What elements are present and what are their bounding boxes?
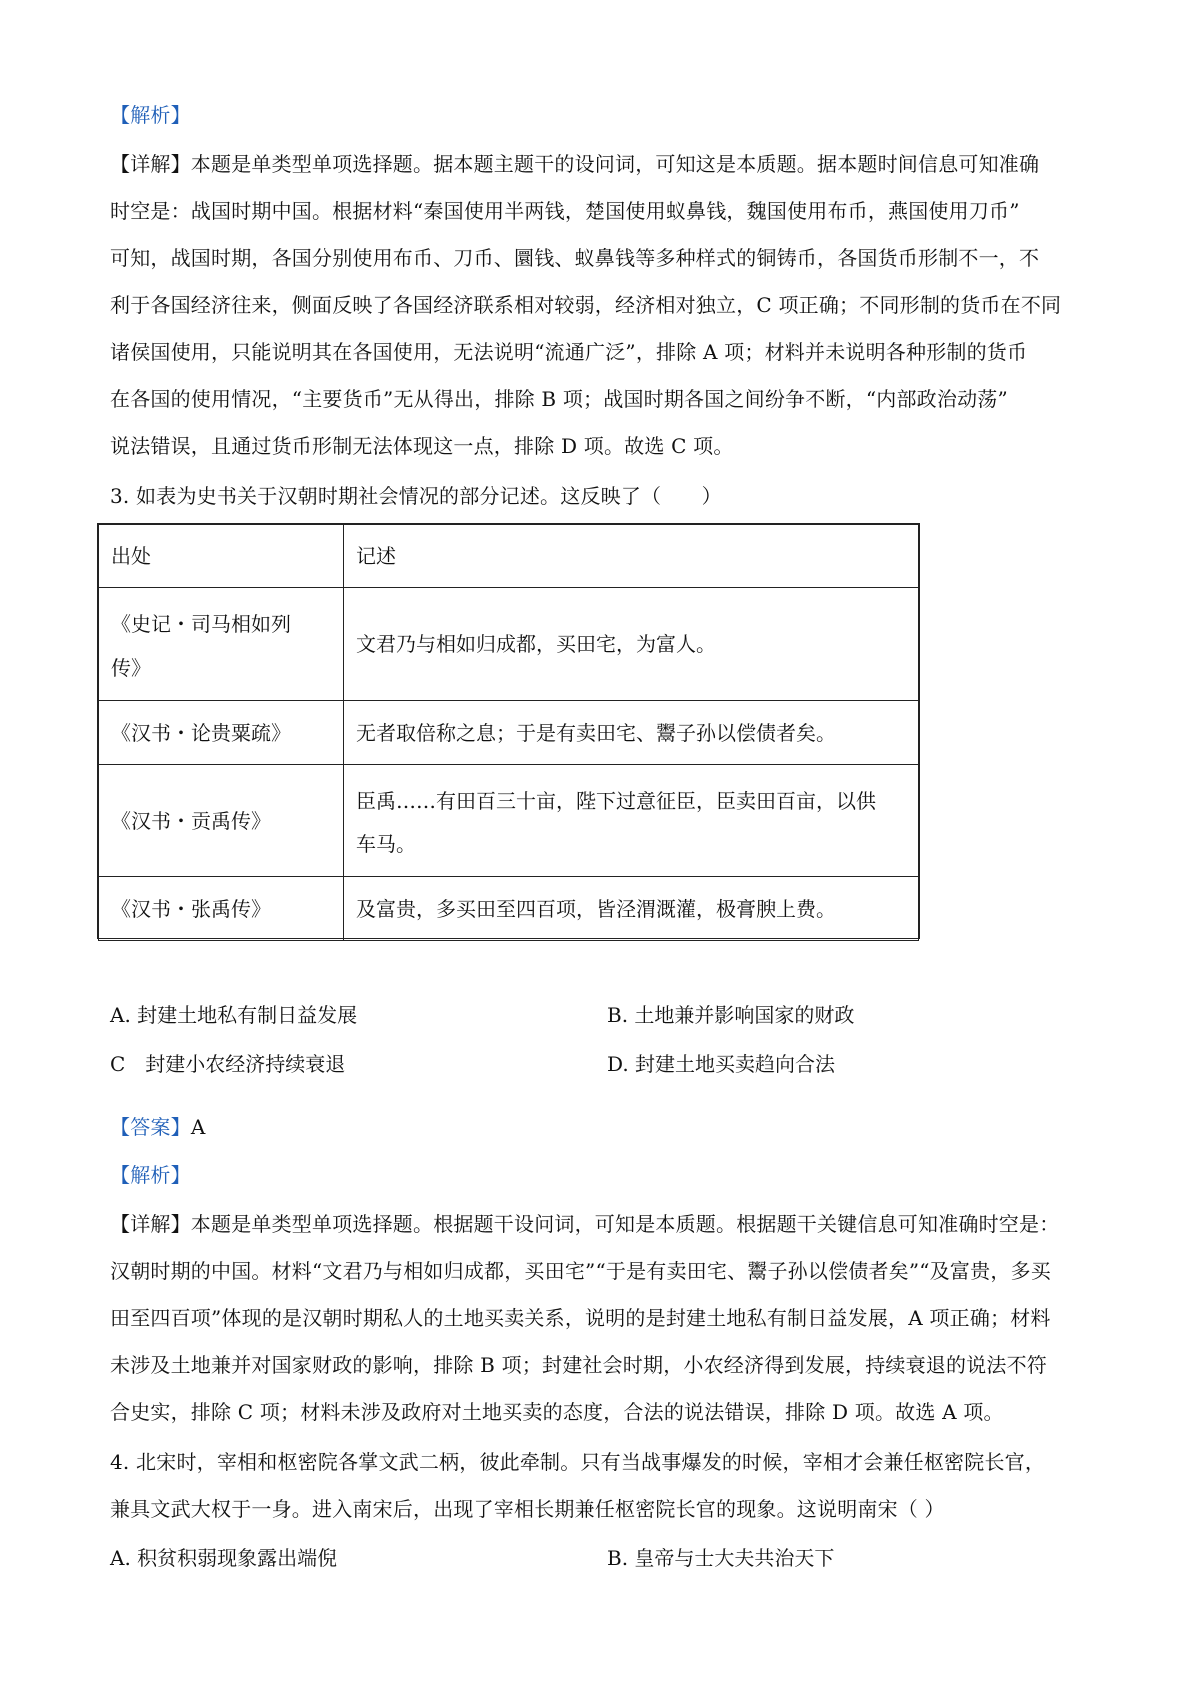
detail-line: 诸侯国使用，只能说明其在各国使用，无法说明“流通广泛”，排除 A 项；材料并未说明各种形制的货币 xyxy=(110,340,1028,364)
table-cell-source xyxy=(99,701,344,765)
cell-line: 《史记・司马相如列 xyxy=(111,612,291,636)
analysis-label: 【解析】 xyxy=(110,103,191,127)
table-header-record: 记述 xyxy=(344,525,919,588)
cell-line: 《汉书・论贵粟疏》 xyxy=(111,720,291,745)
question-4-stem xyxy=(110,1450,1100,1544)
source-table xyxy=(97,523,920,939)
option-b: B. 土地兼并影响国家的财政 xyxy=(607,1003,855,1027)
detail-line: 未涉及土地兼并对国家财政的影响，排除 B 项；封建社会时期，小农经济得到发展，持续衰退的说法不符 xyxy=(110,1353,1048,1377)
detail-line: 【详解】本题是单类型单项选择题。根据题干设问词，可知是本质题。根据题干关键信息可知准确时空是： xyxy=(110,1212,1060,1236)
cell-line: 传》 xyxy=(111,656,151,680)
option-a: A. 封建土地私有制日益发展 xyxy=(110,1003,358,1027)
answer-label: 【答案】 xyxy=(110,1115,191,1139)
table-cell-source xyxy=(99,588,344,701)
detail-paragraph-1 xyxy=(110,152,1100,481)
cell-line: 文君乃与相如归成都，买田宅，为富人。 xyxy=(356,632,716,656)
option-c: C 封建小农经济持续衰退 xyxy=(110,1052,346,1076)
question-3-stem: 3. 如表为史书关于汉朝时期社会情况的部分记述。这反映了（ ） xyxy=(110,484,722,508)
cell-line: 无者取倍称之息；于是有卖田宅、鬻子孙以偿债者矣。 xyxy=(356,720,836,745)
detail-paragraph-2 xyxy=(110,1212,1100,1447)
cell-line: 臣禹……有田百三十亩，陛下过意征臣，臣卖田百亩，以供 xyxy=(356,788,876,813)
table-row xyxy=(99,765,919,877)
answer-line xyxy=(110,1115,1100,1139)
table-row xyxy=(99,701,919,765)
cell-line: 《汉书・张禹传》 xyxy=(111,896,271,921)
detail-line: 利于各国经济往来，侧面反映了各国经济联系相对较弱，经济相对独立，C 项正确；不同形制的货币在不同 xyxy=(110,293,1062,317)
cell-line: 车马。 xyxy=(356,831,416,856)
table-row xyxy=(99,588,919,701)
table-header-source: 出处 xyxy=(99,525,344,588)
analysis-label-2: 【解析】 xyxy=(110,1163,191,1187)
detail-line: 可知，战国时期，各国分别使用布币、刀币、圜钱、蚁鼻钱等多种样式的铜铸币，各国货币形制不一，不 xyxy=(110,246,1040,270)
detail-line: 【详解】本题是单类型单项选择题。据本题主题干的设问词，可知这是本质题。据本题时间信息可知准确 xyxy=(110,152,1040,176)
table-cell-source xyxy=(99,877,344,941)
table-cell-record xyxy=(344,765,919,877)
table-cell-record xyxy=(344,588,919,701)
option-d: D. 封建土地买卖趋向合法 xyxy=(607,1052,836,1076)
cell-line: 《汉书・贡禹传》 xyxy=(111,808,271,833)
detail-line: 说法错误，且通过货币形制无法体现这一点，排除 D 项。故选 C 项。 xyxy=(110,434,734,458)
stem-line: 兼具文武大权于一身。进入南宋后，出现了宰相长期兼任枢密院长官的现象。这说明南宋（ ） xyxy=(110,1497,945,1521)
cell-line: 及富贵，多买田至四百项，皆泾渭溉灌，极膏腴上费。 xyxy=(356,896,836,921)
table-header-row xyxy=(99,525,919,588)
table-cell-source xyxy=(99,765,344,877)
stem-line: 4. 北宋时，宰相和枢密院各掌文武二柄，彼此牵制。只有当战事爆发的时候，宰相才会兼任枢密院长官， xyxy=(110,1450,1046,1474)
detail-line: 田至四百项”体现的是汉朝时期私人的土地买卖关系，说明的是封建土地私有制日益发展，A 项正确；材料 xyxy=(110,1306,1051,1330)
detail-line: 时空是：战国时期中国。根据材料“秦国使用半两钱，楚国使用蚁鼻钱，魏国使用布币，燕国使用刀币” xyxy=(110,199,1020,223)
table-cell-record xyxy=(344,701,919,765)
q4-option-b: B. 皇帝与士大夫共治天下 xyxy=(607,1546,835,1570)
q4-option-a: A. 积贫积弱现象露出端倪 xyxy=(110,1546,338,1570)
detail-line: 汉朝时期的中国。材料“文君乃与相如归成都，买田宅”“于是有卖田宅、鬻子孙以偿债者矣”“及富贵，多买 xyxy=(110,1259,1051,1283)
detail-line: 合史实，排除 C 项；材料未涉及政府对土地买卖的态度，合法的说法错误，排除 D 项。故选 A 项。 xyxy=(110,1400,1004,1424)
detail-line: 在各国的使用情况，“主要货币”无从得出，排除 B 项；战国时期各国之间纷争不断，“内部政治动荡” xyxy=(110,387,1008,411)
table-cell-record xyxy=(344,877,919,941)
table-row xyxy=(99,877,919,941)
answer-value: A xyxy=(190,1115,206,1139)
